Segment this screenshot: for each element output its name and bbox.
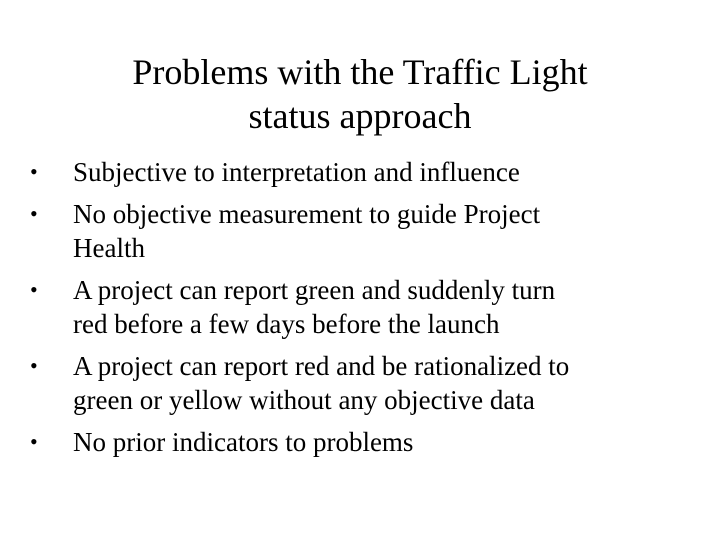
bullet-text-line: No objective measurement to guide Project xyxy=(73,199,541,229)
bullet-icon: • xyxy=(30,277,38,302)
bullet-icon: • xyxy=(30,201,38,226)
bullet-text-line: A project can report green and suddenly turn xyxy=(73,275,556,305)
bullet-text-line: Health xyxy=(73,233,145,263)
bullet-item-2 xyxy=(0,197,720,265)
bullet-icon: • xyxy=(30,429,38,454)
bullet-icon: • xyxy=(30,353,38,378)
bullet-icon: • xyxy=(30,159,38,184)
bullet-list xyxy=(0,155,720,467)
bullet-text-line: Subjective to interpretation and influence xyxy=(73,157,520,187)
bullet-item-5 xyxy=(0,425,720,459)
bullet-text-line: green or yellow without any objective data xyxy=(73,385,535,415)
bullet-item-3 xyxy=(0,273,720,341)
bullet-item-1 xyxy=(0,155,720,189)
slide-title-line-1: Problems with the Traffic Light xyxy=(132,52,588,92)
bullet-item-4 xyxy=(0,349,720,417)
slide-title-line-2: status approach xyxy=(248,96,472,136)
bullet-text-line: No prior indicators to problems xyxy=(73,427,414,457)
bullet-text-line: red before a few days before the launch xyxy=(73,309,500,339)
bullet-text-line: A project can report red and be rationalized to xyxy=(73,351,570,381)
slide-title xyxy=(60,50,660,138)
